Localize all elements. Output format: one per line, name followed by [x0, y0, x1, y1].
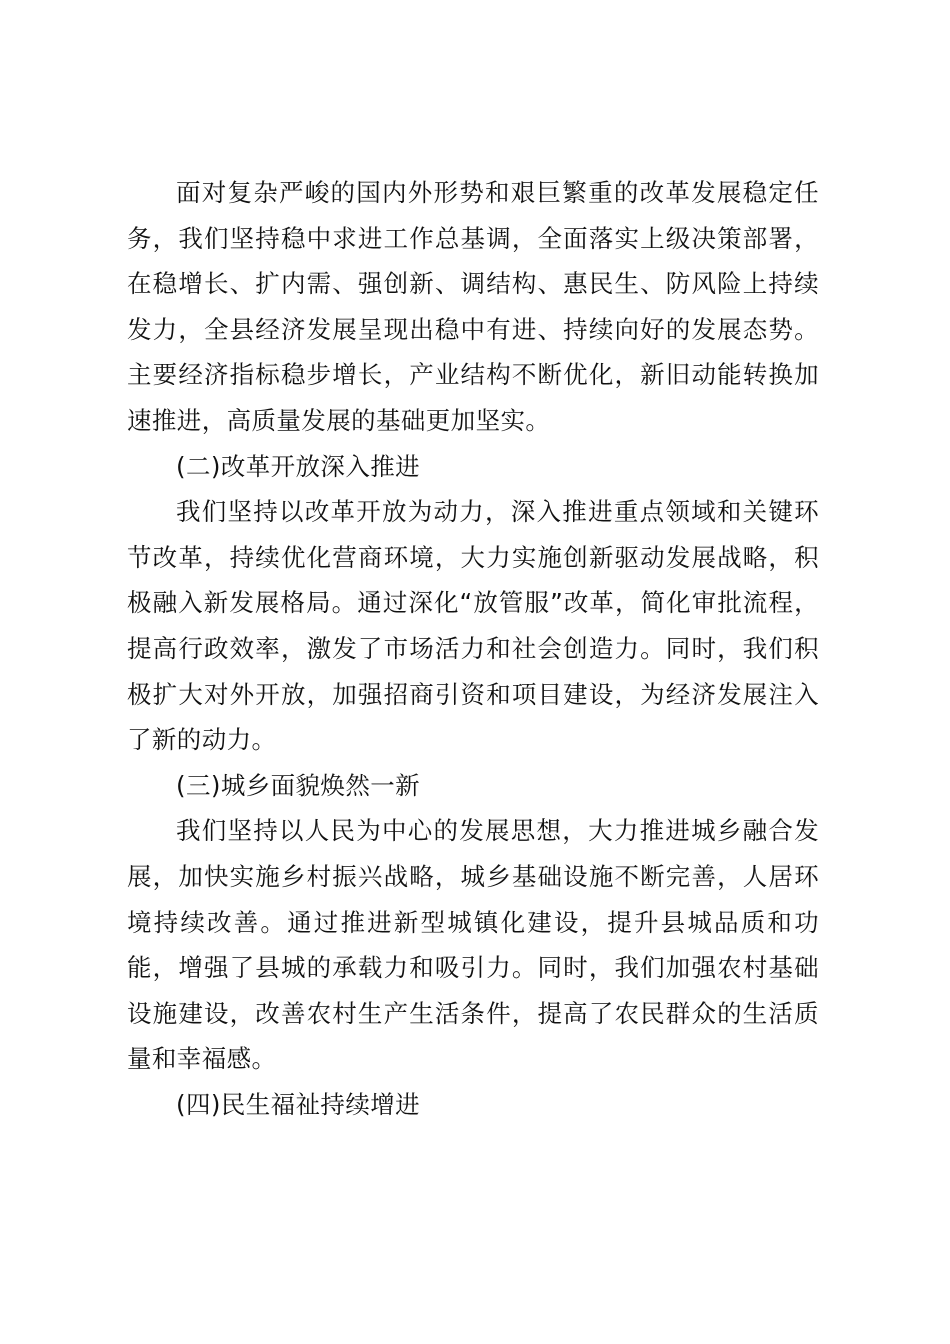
- paragraph-reform-opening: 我们坚持以改革开放为动力，深入推进重点领域和关键环节改革，持续优化营商环境，大力实施创新驱动发展战略，积极融入新发展格局。通过深化“放管服”改革，简化审批流程，提高行政效率，激发了市场活力和社会创造力。同时，我们积极扩大对外开放，加强招商引资和项目建设，为经济发展注入了新的动力。: [127, 497, 819, 755]
- paragraph-economy: 面对复杂严峻的国内外形势和艰巨繁重的改革发展稳定任务，我们坚持稳中求进工作总基调，全面落实上级决策部署，在稳增长、扩内需、强创新、调结构、惠民生、防风险上持续发力，全县经济发展呈现出稳中有进、持续向好的发展态势。主要经济指标稳步增长，产业结构不断优化，新旧动能转换加速推进，高质量发展的基础更加坚实。: [127, 178, 819, 435]
- heading-livelihood: (四)民生福祉持续增进: [176, 1089, 421, 1119]
- heading-reform-opening: (二)改革开放深入推进: [176, 451, 421, 481]
- heading-urban-rural: (三)城乡面貌焕然一新: [176, 770, 421, 800]
- paragraph-urban-rural: 我们坚持以人民为中心的发展思想，大力推进城乡融合发展，加快实施乡村振兴战略，城乡基础设施不断完善，人居环境持续改善。通过推进新型城镇化建设，提升县城品质和功能，增强了县城的承载力和吸引力。同时，我们加强农村基础设施建设，改善农村生产生活条件，提高了农民群众的生活质量和幸福感。: [127, 816, 819, 1074]
- document-body: [127, 170, 819, 1127]
